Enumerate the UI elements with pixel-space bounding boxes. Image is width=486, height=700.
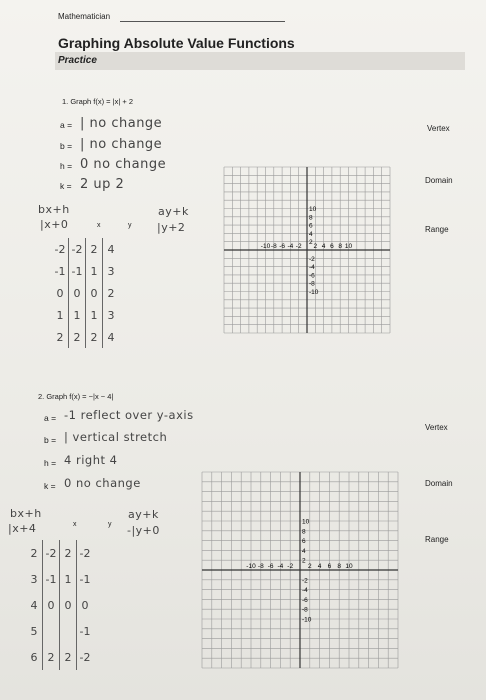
p1-right-sub: |y+2	[157, 221, 186, 234]
p2-a-value: -1 reflect over y-axis	[64, 408, 194, 422]
p2-left-sub: |x+4	[8, 522, 37, 535]
p2-b-label: b =	[44, 435, 57, 445]
x-tick-label: 8	[337, 563, 342, 570]
y-tick-label: 4	[309, 230, 313, 238]
table-cell: 1	[60, 566, 77, 592]
table-cell: -1	[69, 260, 86, 282]
p2-right-note: ay+k	[128, 508, 159, 521]
p1-range-label: Range	[425, 225, 449, 234]
table-cell: 4	[107, 242, 115, 256]
table-cell: 4	[26, 592, 43, 618]
table-cell: -1	[79, 572, 91, 586]
p2-domain-label: Domain	[425, 479, 453, 488]
table-row	[52, 326, 119, 348]
p1-vertex-label: Vertex	[427, 124, 450, 133]
table-cell: -2	[43, 540, 60, 566]
p1-table	[52, 238, 119, 348]
table-cell: 2	[60, 540, 77, 566]
table-cell	[60, 618, 77, 644]
p1-a-value: | no change	[80, 116, 163, 131]
y-tick-label: -6	[309, 272, 315, 280]
y-tick-label: -8	[302, 606, 308, 614]
p2-h-value: 4 right 4	[64, 453, 118, 467]
table-cell: 0	[86, 282, 103, 304]
p2-range-label: Range	[425, 535, 449, 544]
table-cell: 0	[69, 282, 86, 304]
table-cell: -1	[52, 260, 69, 282]
y-tick-label: 8	[309, 214, 313, 222]
x-tick-label: -2	[287, 563, 294, 570]
mathematician-label: Mathematician	[58, 12, 111, 21]
table-row	[52, 304, 119, 326]
x-tick-label: -2	[295, 243, 302, 250]
p1-left-note: bx+h	[38, 203, 70, 216]
table-cell: 0	[60, 592, 77, 618]
table-cell: 0	[52, 282, 69, 304]
table-cell: 1	[52, 304, 69, 326]
table-cell: 1	[86, 260, 103, 282]
x-tick-label: -8	[270, 243, 277, 250]
p1-b-label: b =	[60, 141, 73, 151]
x-tick-label: 2	[313, 243, 318, 250]
x-tick-label: -6	[279, 243, 285, 250]
y-tick-label: 2	[302, 557, 306, 565]
x-tick-label: -4	[287, 243, 294, 250]
p2-a-label: a =	[44, 413, 57, 423]
table-cell: -1	[79, 624, 91, 638]
table-row	[26, 644, 93, 670]
table-cell: 2	[26, 540, 43, 566]
x-tick-label: 6	[327, 563, 332, 570]
x-tick-label: -8	[257, 563, 264, 570]
table-cell: 5	[26, 618, 43, 644]
x-tick-label: 10	[345, 563, 353, 570]
p1-coordinate-grid	[222, 165, 392, 335]
p1-h-value: 0 no change	[80, 157, 167, 172]
p1-k-label: k =	[60, 181, 72, 191]
x-tick-label: 10	[344, 243, 353, 250]
table-cell: -2	[69, 238, 86, 260]
y-tick-label: -4	[302, 587, 308, 595]
table-cell: 2	[86, 326, 103, 348]
table-cell: 0	[43, 592, 60, 618]
p2-k-label: k =	[44, 481, 56, 491]
p1-col-x: x	[97, 222, 101, 229]
y-tick-label: -2	[302, 577, 308, 585]
p2-table	[26, 540, 93, 670]
table-cell: 2	[52, 326, 69, 348]
y-tick-label: 10	[302, 518, 310, 526]
table-cell: 0	[81, 598, 89, 612]
worksheet-subtitle: Practice	[58, 55, 97, 66]
table-cell: 6	[26, 644, 43, 670]
y-tick-label: 4	[302, 547, 306, 555]
p1-k-value: 2 up 2	[80, 177, 125, 192]
table-cell: 3	[26, 566, 43, 592]
table-cell	[43, 618, 60, 644]
p1-domain-label: Domain	[425, 176, 453, 185]
table-cell: 3	[107, 264, 115, 278]
x-tick-label: -6	[267, 563, 274, 570]
p2-coordinate-grid	[200, 470, 400, 670]
p2-col-x: x	[73, 521, 77, 528]
table-cell: 2	[43, 644, 60, 670]
table-row	[52, 238, 119, 260]
table-cell: 2	[86, 238, 103, 260]
y-tick-label: -4	[309, 264, 315, 272]
p2-right-sub: -|y+0	[127, 524, 160, 537]
table-cell: 2	[69, 326, 86, 348]
table-row	[52, 260, 119, 282]
x-tick-label: 4	[317, 563, 322, 570]
p2-k-value: 0 no change	[64, 476, 141, 490]
x-tick-label: -4	[277, 563, 284, 570]
table-cell: -2	[79, 546, 91, 560]
worksheet-title: Graphing Absolute Value Functions	[58, 35, 295, 51]
table-cell: -2	[52, 238, 69, 260]
x-tick-label: 2	[307, 563, 312, 570]
y-tick-label: 10	[309, 206, 317, 213]
p1-h-label: h =	[60, 161, 73, 171]
y-tick-label: -10	[309, 289, 319, 296]
y-tick-label: -10	[302, 616, 312, 624]
p2-vertex-label: Vertex	[425, 423, 448, 432]
x-tick-label: -10	[260, 243, 271, 250]
table-cell: -2	[79, 650, 91, 664]
problem-1-prompt: 1. Graph f(x) = |x| + 2	[62, 97, 134, 106]
p1-left-sub: |x+0	[40, 218, 69, 231]
y-tick-label: 2	[309, 239, 313, 247]
x-tick-label: 6	[330, 243, 334, 250]
y-tick-label: 6	[302, 538, 306, 546]
x-tick-label: 4	[321, 243, 326, 250]
p1-a-label: a =	[60, 120, 73, 130]
p1-col-y: y	[128, 222, 132, 229]
x-tick-label: -10	[246, 563, 256, 570]
table-row	[52, 282, 119, 304]
table-cell: 2	[107, 286, 115, 300]
p1-b-value: | no change	[80, 137, 163, 152]
p2-left-note: bx+h	[10, 507, 42, 520]
table-cell: 4	[107, 330, 115, 344]
table-cell: 1	[86, 304, 103, 326]
title-band	[55, 52, 465, 70]
p2-b-value: | vertical stretch	[64, 430, 168, 444]
p1-right-note: ay+k	[158, 205, 189, 218]
name-line	[120, 21, 285, 22]
table-row	[26, 618, 93, 644]
y-tick-label: -8	[309, 280, 315, 288]
table-cell: 1	[69, 304, 86, 326]
y-tick-label: -6	[302, 596, 308, 604]
y-tick-label: -2	[309, 255, 315, 263]
table-row	[26, 540, 93, 566]
table-row	[26, 566, 93, 592]
x-tick-label: 8	[338, 243, 343, 250]
table-cell: -1	[43, 566, 60, 592]
problem-2-prompt: 2. Graph f(x) = −|x − 4|	[38, 392, 114, 401]
p2-col-y: y	[108, 521, 112, 528]
y-tick-label: 6	[309, 222, 313, 230]
y-tick-label: 8	[302, 528, 306, 536]
table-cell: 3	[107, 308, 115, 322]
table-row	[26, 592, 93, 618]
table-cell: 2	[60, 644, 77, 670]
p2-h-label: h =	[44, 458, 57, 468]
